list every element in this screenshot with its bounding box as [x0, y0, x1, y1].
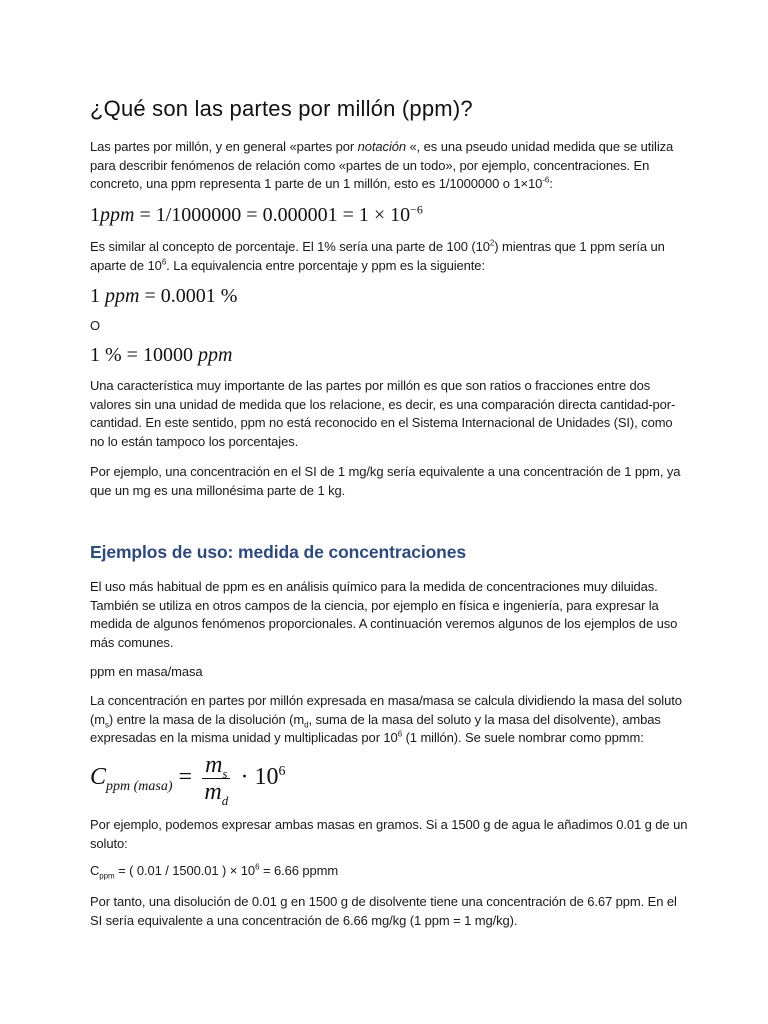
eq1-part-c: = 1/1000000 = 0.000001 = 1 × 10	[134, 204, 411, 226]
eq1-part-a: 1	[90, 204, 100, 226]
calc-text-1: = ( 0.01 / 1500.01 ) × 10	[114, 863, 256, 878]
eq4-exp: 6	[278, 764, 286, 780]
or-text: O	[90, 318, 101, 333]
eq2-part-c: = 0.0001 %	[139, 285, 238, 307]
section-heading: Ejemplos de uso: medida de concentraciones	[90, 542, 467, 562]
eq2-part-a: 1	[90, 285, 105, 307]
calc-line	[90, 862, 690, 881]
equation-ppm-definition	[90, 202, 690, 228]
eq4-den: m	[204, 779, 222, 805]
masa-sub-s: s	[104, 720, 109, 730]
intro-exponent: -6	[542, 175, 550, 185]
porcentaje-text-3: . La equivalencia entre porcentaje y ppm es la siguiente:	[166, 257, 485, 273]
eq1-exponent: −6	[410, 202, 423, 217]
eq4-dot: · 10	[234, 764, 279, 791]
eq4-sub-masa: (masa)	[133, 778, 173, 794]
porcentaje-paragraph	[90, 238, 690, 275]
eq4-num: m	[205, 752, 223, 778]
uso-paragraph: El uso más habitual de ppm es en análisis químico para la medida de concentraciones muy diluidas. También se utiliza en otros campos de la ciencia, por ejemplo en física e ingeniería, para expresar la medida de algunos fenómenos proporcionales. A continuación veremos algunos de los ejemplos de uso más comunes.	[90, 579, 678, 650]
intro-text-1: Las partes por millón, y en general «partes por	[90, 139, 358, 154]
masa-text-4: (1 millón). Se suele nombrar como ppmm:	[402, 730, 644, 745]
eq4-equals: =	[172, 764, 199, 791]
eq2-ppm: ppm	[105, 285, 140, 307]
subheading-masa-masa: ppm en masa/masa	[90, 664, 203, 679]
eq3-ppm: ppm	[197, 344, 233, 366]
calc-sub-ppm: ppm	[99, 871, 115, 881]
ejemplo-si-paragraph: Por ejemplo, una concentración en el SI de 1 mg/kg sería equivalente a una concentración de 1 ppm, ya que un mg es una millonésima parte de 1 kg.	[90, 464, 681, 498]
equation-ppm-to-percent	[90, 283, 690, 309]
porcentaje-text-2: ) mientras que 1 ppm sería un aparte de 10	[90, 239, 665, 273]
eq4-den-sub: d	[221, 792, 229, 808]
ejemplo-gramos-paragraph: Por ejemplo, podemos expresar ambas masas en gramos. Si a 1500 g de agua le añadimos 0.01 g de un soluto:	[90, 817, 688, 851]
porcentaje-text-1: Es similar al concepto de porcentaje. El 1% sería una parte de 100 (10	[90, 239, 490, 254]
masa-text-3: , suma de la masa del soluto y la masa del disolvente), ambas expresadas en la misma unidad y multiplicadas por 10	[90, 711, 661, 745]
porcentaje-exp-6: 6	[161, 257, 167, 267]
equation-percent-to-ppm	[90, 342, 690, 368]
masa-paragraph	[90, 692, 690, 748]
calc-exp-6: 6	[255, 862, 260, 872]
conclusion-paragraph: Por tanto, una disolución de 0.01 g en 1500 g de disolvente tiene una concentración de 6.67 ppm. En el SI sería equivalente a una concentración de 6.66 mg/kg (1 ppm = 1 mg/kg).	[90, 894, 677, 928]
intro-text-3: :	[549, 176, 553, 191]
calc-text-2: = 6.66 ppmm	[259, 863, 339, 878]
caracteristica-paragraph: Una característica muy importante de las partes por millón es que son ratios o fracciones entre dos valores sin una unidad de medida que los relacione, es decir, es una comparación directa cantidad-por-cantidad. En este sentido, ppm no está reconocido en el Sistema Internacional de Unidades (SI), como no lo están tampoco los porcentajes.	[90, 378, 676, 449]
calc-c: C	[90, 863, 100, 878]
eq4-fraction	[202, 752, 230, 808]
eq4-c: C	[90, 764, 107, 791]
eq4-num-sub: s	[222, 765, 228, 781]
masa-text-2: ) entre la masa de la disolución (m	[108, 711, 305, 727]
intro-italic-notacion: notación	[357, 139, 406, 154]
equation-ppmm-formula	[90, 752, 690, 808]
page-title: ¿Qué son las partes por millón (ppm)?	[90, 96, 473, 121]
intro-paragraph	[90, 138, 690, 194]
eq1-ppm: ppm	[100, 204, 135, 226]
porcentaje-exp-2: 2	[489, 238, 495, 248]
masa-sub-d: d	[304, 720, 309, 730]
masa-text-1: La concentración en partes por millón expresada en masa/masa se calcula dividiendo la masa del soluto (m	[90, 693, 682, 727]
intro-text-2: «, es una pseudo unidad medida que se utiliza para describir fenómenos de relación como «partes de un todo», por ejemplo, concentraciones. En concreto, una ppm representa 1 parte de un 1 millón, esto es 1/1000000 o 1×10	[90, 139, 674, 191]
masa-exp-6: 6	[397, 729, 403, 739]
eq3-part-a: 1 % = 10000	[90, 344, 198, 366]
eq4-sub-ppm: ppm	[106, 778, 131, 794]
